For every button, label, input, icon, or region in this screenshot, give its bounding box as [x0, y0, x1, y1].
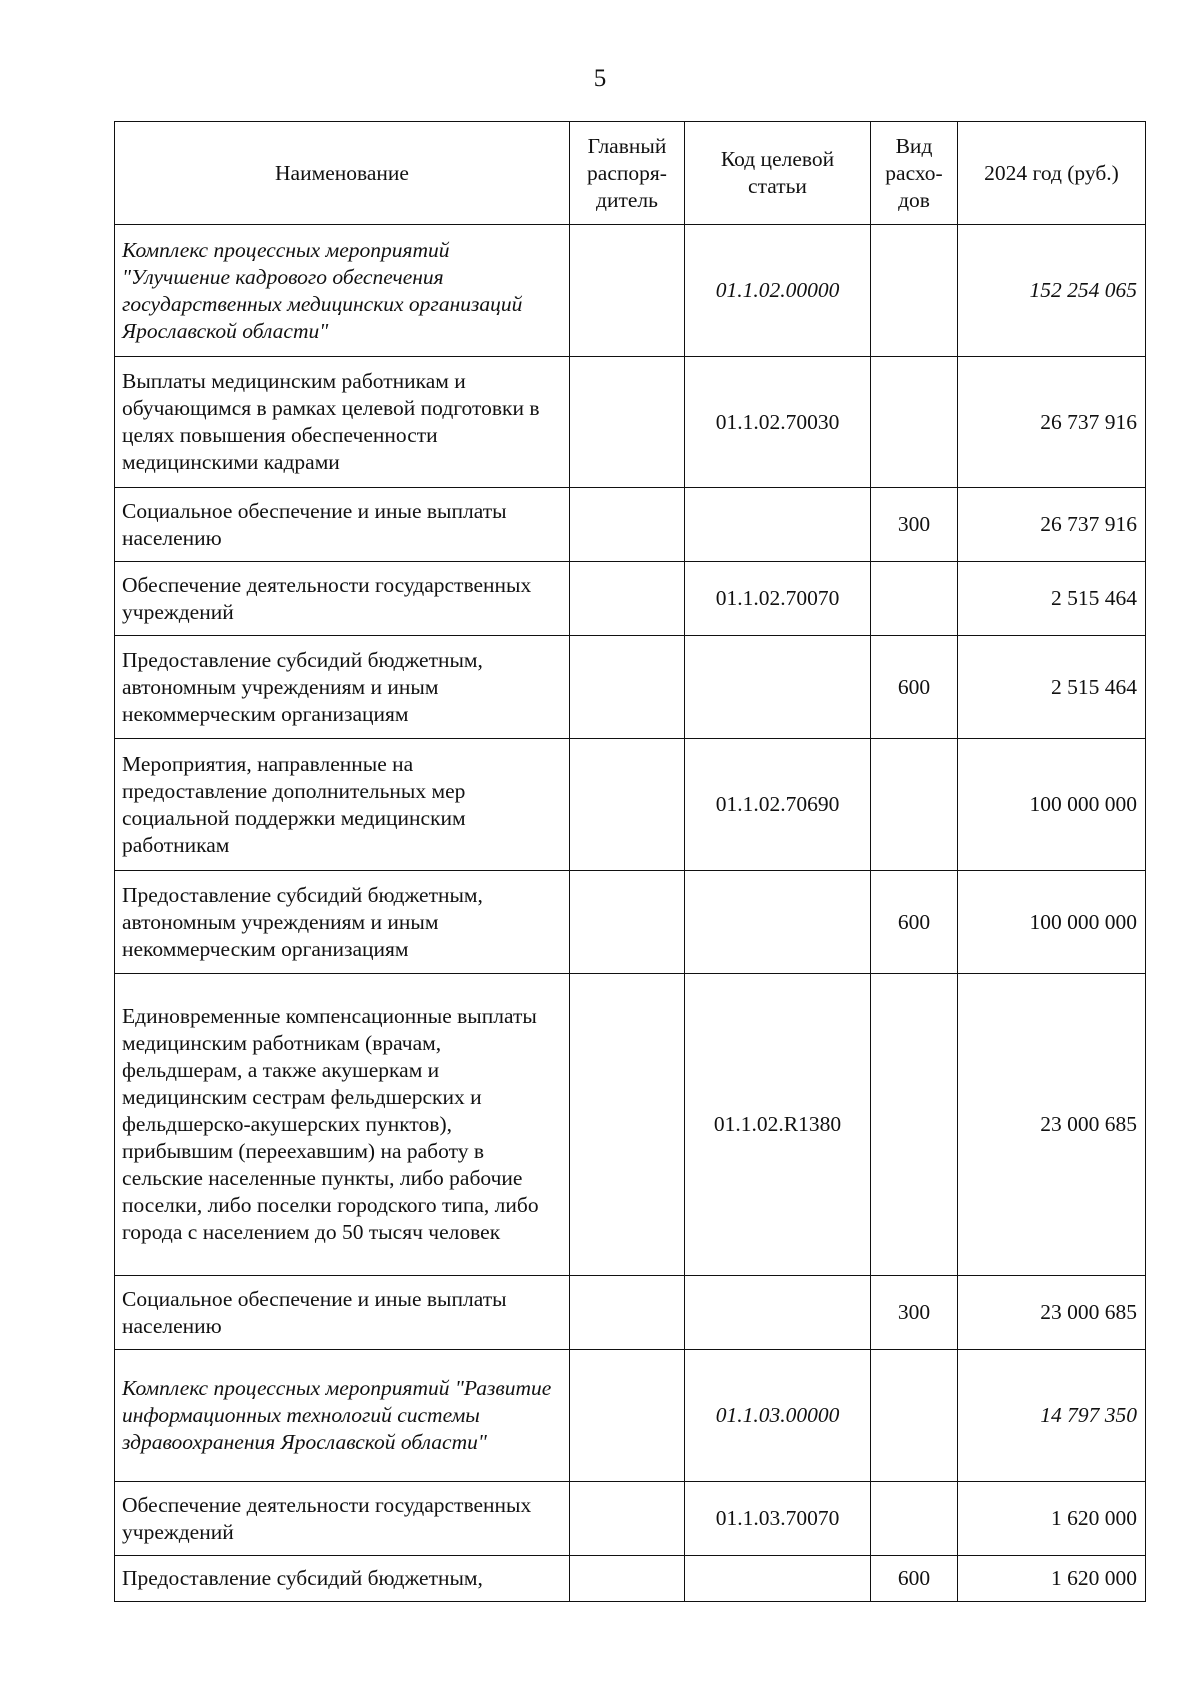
row-code-cell: 01.1.02.70070 [685, 562, 871, 636]
table-header-row [115, 122, 1146, 225]
row-kind-cell [871, 974, 958, 1276]
row-kind-cell [871, 225, 958, 357]
row-kind-cell [871, 562, 958, 636]
row-name-cell: Комплекс процессных мероприятий "Улучшение кадрового обеспечения государственных медицинских организаций Ярославской области" [115, 225, 570, 357]
row-code-cell [685, 636, 871, 739]
row-amount-cell: 2 515 464 [958, 562, 1146, 636]
row-kind-cell: 300 [871, 488, 958, 562]
row-name-cell: Мероприятия, направленные на предоставление дополнительных мер социальной поддержки медицинским работникам [115, 739, 570, 871]
row-kind-cell [871, 739, 958, 871]
row-amount-cell: 152 254 065 [958, 225, 1146, 357]
row-name-cell: Социальное обеспечение и иные выплаты населению [115, 488, 570, 562]
row-kind-cell [871, 1482, 958, 1556]
table-row [115, 357, 1146, 488]
row-amount-cell: 26 737 916 [958, 357, 1146, 488]
row-amount-cell: 1 620 000 [958, 1482, 1146, 1556]
row-kind-cell [871, 1350, 958, 1482]
table-row [115, 1556, 1146, 1602]
table-row [115, 974, 1146, 1276]
table-row [115, 562, 1146, 636]
header-kind: Вид расхо-дов [871, 122, 958, 225]
header-name: Наименование [115, 122, 570, 225]
row-manager-cell [570, 1350, 685, 1482]
row-code-cell [685, 871, 871, 974]
row-name-cell: Предоставление субсидий бюджетным, автономным учреждениям и иным некоммерческим организациям [115, 636, 570, 739]
budget-table [114, 121, 1146, 1602]
row-amount-cell: 100 000 000 [958, 871, 1146, 974]
row-code-cell: 01.1.02.70690 [685, 739, 871, 871]
row-manager-cell [570, 636, 685, 739]
row-code-cell [685, 1276, 871, 1350]
row-manager-cell [570, 871, 685, 974]
row-amount-cell: 1 620 000 [958, 1556, 1146, 1602]
page-number: 5 [593, 65, 607, 92]
table-row [115, 1482, 1146, 1556]
row-manager-cell [570, 562, 685, 636]
table-body [115, 225, 1146, 1602]
row-kind-cell: 600 [871, 871, 958, 974]
table-row [115, 739, 1146, 871]
row-name-cell: Социальное обеспечение и иные выплаты населению [115, 1276, 570, 1350]
row-code-cell [685, 488, 871, 562]
row-manager-cell [570, 739, 685, 871]
row-amount-cell: 100 000 000 [958, 739, 1146, 871]
row-manager-cell [570, 1276, 685, 1350]
table-row [115, 225, 1146, 357]
row-amount-cell: 14 797 350 [958, 1350, 1146, 1482]
row-code-cell: 01.1.02.00000 [685, 225, 871, 357]
row-code-cell: 01.1.03.70070 [685, 1482, 871, 1556]
row-kind-cell: 600 [871, 636, 958, 739]
row-kind-cell [871, 357, 958, 488]
row-manager-cell [570, 488, 685, 562]
table-row [115, 488, 1146, 562]
row-amount-cell: 23 000 685 [958, 974, 1146, 1276]
header-amount: 2024 год (руб.) [958, 122, 1146, 225]
table-row [115, 1350, 1146, 1482]
row-name-cell: Единовременные компенсационные выплаты медицинским работникам (врачам, фельдшерам, а также акушеркам и медицинским сестрам фельдшерских и фельдшерско-акушерских пунктов), прибывшим (переехавшим) на работу в сельские населенные пункты, либо рабочие поселки, либо поселки городского типа, либо города с населением до 50 тысяч человек [115, 974, 570, 1276]
row-code-cell: 01.1.03.00000 [685, 1350, 871, 1482]
row-name-cell: Предоставление субсидий бюджетным, [115, 1556, 570, 1602]
row-code-cell: 01.1.02.70030 [685, 357, 871, 488]
row-code-cell: 01.1.02.R1380 [685, 974, 871, 1276]
row-name-cell: Предоставление субсидий бюджетным, автономным учреждениям и иным некоммерческим организациям [115, 871, 570, 974]
row-name-cell: Обеспечение деятельности государственных учреждений [115, 562, 570, 636]
row-amount-cell: 26 737 916 [958, 488, 1146, 562]
row-name-cell: Обеспечение деятельности государственных учреждений [115, 1482, 570, 1556]
row-manager-cell [570, 225, 685, 357]
row-name-cell: Выплаты медицинским работникам и обучающимся в рамках целевой подготовки в целях повышения обеспеченности медицинскими кадрами [115, 357, 570, 488]
header-manager: Главный распоря-дитель [570, 122, 685, 225]
table-row [115, 636, 1146, 739]
row-kind-cell: 300 [871, 1276, 958, 1350]
row-kind-cell: 600 [871, 1556, 958, 1602]
row-manager-cell [570, 974, 685, 1276]
row-code-cell [685, 1556, 871, 1602]
header-code: Код целевой статьи [685, 122, 871, 225]
row-manager-cell [570, 357, 685, 488]
table-row [115, 871, 1146, 974]
row-amount-cell: 23 000 685 [958, 1276, 1146, 1350]
row-manager-cell [570, 1482, 685, 1556]
row-manager-cell [570, 1556, 685, 1602]
row-amount-cell: 2 515 464 [958, 636, 1146, 739]
row-name-cell: Комплекс процессных мероприятий "Развитие информационных технологий системы здравоохранения Ярославской области" [115, 1350, 570, 1482]
table-row [115, 1276, 1146, 1350]
